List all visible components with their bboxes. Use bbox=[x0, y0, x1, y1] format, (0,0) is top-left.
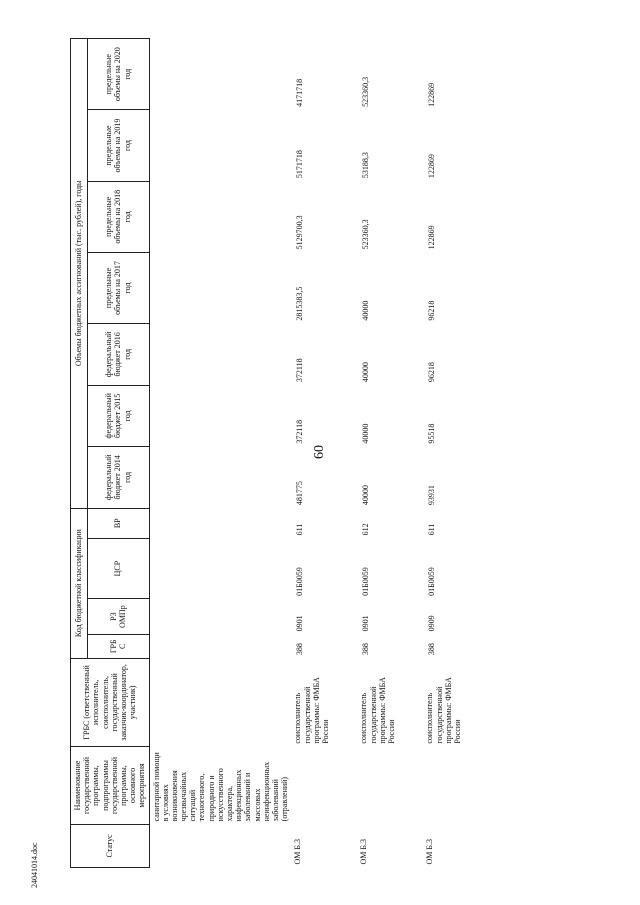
row-code-grbs: 388 bbox=[295, 643, 305, 656]
row-value-2020: 523360,3 bbox=[361, 76, 371, 107]
header-code-vr: ВР bbox=[87, 508, 149, 538]
header-volume-2018: предельные объемы на 2018 год bbox=[87, 181, 149, 252]
row-grbs: соисполнитель государственной программы: ФМБА России bbox=[293, 677, 330, 744]
row-value-2016: 96218 bbox=[427, 362, 437, 383]
rotated-table-container bbox=[70, 38, 570, 868]
budget-table bbox=[70, 38, 489, 868]
row-value-2015: 40000 bbox=[361, 423, 371, 444]
row-code-vr: 611 bbox=[427, 523, 437, 536]
row-status: ОМ Б.3 bbox=[359, 839, 369, 865]
row-value-2014: 481775 bbox=[295, 481, 305, 506]
table-row bbox=[423, 39, 489, 868]
header-code-csr: ЦСР bbox=[87, 538, 149, 598]
row-status: ОМ Б.3 bbox=[293, 839, 303, 865]
row-value-2017: 96218 bbox=[427, 300, 437, 321]
row-value-2019: 53188,3 bbox=[361, 152, 371, 179]
row-value-2018: 523360,3 bbox=[361, 219, 371, 250]
header-volume-2015: федеральный бюджет 2015 год bbox=[87, 385, 149, 447]
row-code-rz: 0901 bbox=[361, 615, 371, 632]
header-grbs: ГРБС (ответственный исполнитель, соисполнитель, государственный заказчик-координатор, участник) bbox=[71, 658, 150, 746]
header-code-rz: РЗ ОМПр bbox=[87, 599, 149, 635]
footer-doc-name: 24041014.doc bbox=[30, 842, 39, 888]
row-value-2015: 95518 bbox=[427, 423, 437, 444]
row-code-csr: 01Б0059 bbox=[427, 567, 437, 596]
header-status: Статус bbox=[71, 824, 150, 867]
row-value-2015: 372118 bbox=[295, 419, 305, 444]
row-code-vr: 611 bbox=[295, 523, 305, 536]
row-value-2020: 122869 bbox=[427, 82, 437, 107]
row-value-2016: 372118 bbox=[295, 358, 305, 383]
header-volumes-group: Объемы бюджетных ассигнований (тыс. рублей), годы bbox=[71, 39, 88, 509]
row-value-2019: 122869 bbox=[427, 154, 437, 179]
header-volume-2016: федеральный бюджет 2016 год bbox=[87, 324, 149, 386]
row-value-2017: 2815383,5 bbox=[295, 286, 305, 321]
row-value-2014: 40000 bbox=[361, 485, 371, 506]
row-code-rz: 0901 bbox=[295, 615, 305, 632]
header-budget-code-group: Код бюджетной классификации bbox=[71, 508, 88, 658]
header-code-grbs: ГРБС bbox=[87, 634, 149, 658]
row-value-2018: 122869 bbox=[427, 225, 437, 250]
row-code-rz: 0909 bbox=[427, 615, 437, 632]
row-value-2019: 5171718 bbox=[295, 150, 305, 179]
row-value-2014: 93931 bbox=[427, 485, 437, 506]
header-volume-2014: федеральный бюджет 2014 год bbox=[87, 447, 149, 509]
row-grbs: соисполнитель государственной программы: ФМБА России bbox=[425, 677, 462, 744]
row-value-2020: 4171718 bbox=[295, 78, 305, 107]
row-value-2016: 40000 bbox=[361, 362, 371, 383]
row-code-grbs: 388 bbox=[427, 643, 437, 656]
header-name: Наименование государственной программы, подпрограммы государственной программы, основного мероприятия bbox=[71, 747, 150, 825]
row-code-vr: 612 bbox=[361, 523, 371, 536]
table-row-continuation bbox=[149, 39, 291, 868]
row-code-csr: 01Б0059 bbox=[295, 567, 305, 596]
header-volume-2019: предельные объемы на 2019 год bbox=[87, 110, 149, 181]
row-code-grbs: 388 bbox=[361, 643, 371, 656]
row-status: ОМ Б.3 bbox=[425, 839, 435, 865]
page-number: 60 bbox=[312, 445, 327, 459]
row-grbs: соисполнитель государственной программы: ФМБА России bbox=[359, 677, 396, 744]
header-volume-2020: предельные объемы на 2020 год bbox=[87, 39, 149, 110]
header-volume-2017: предельные объемы на 2017 год bbox=[87, 252, 149, 323]
row-value-2018: 5129700,3 bbox=[295, 215, 305, 250]
table-row bbox=[291, 39, 357, 868]
continued-name: санитарной помощи в условиях возникновения чрезвычайных ситуаций техногенного, природного и искусственного характера, инфекционных заболеваний и массовых неинфекционных заболеваний (отравлений) bbox=[149, 747, 291, 825]
table-row bbox=[357, 39, 423, 868]
row-value-2017: 40000 bbox=[361, 300, 371, 321]
row-code-csr: 01Б0059 bbox=[361, 567, 371, 596]
